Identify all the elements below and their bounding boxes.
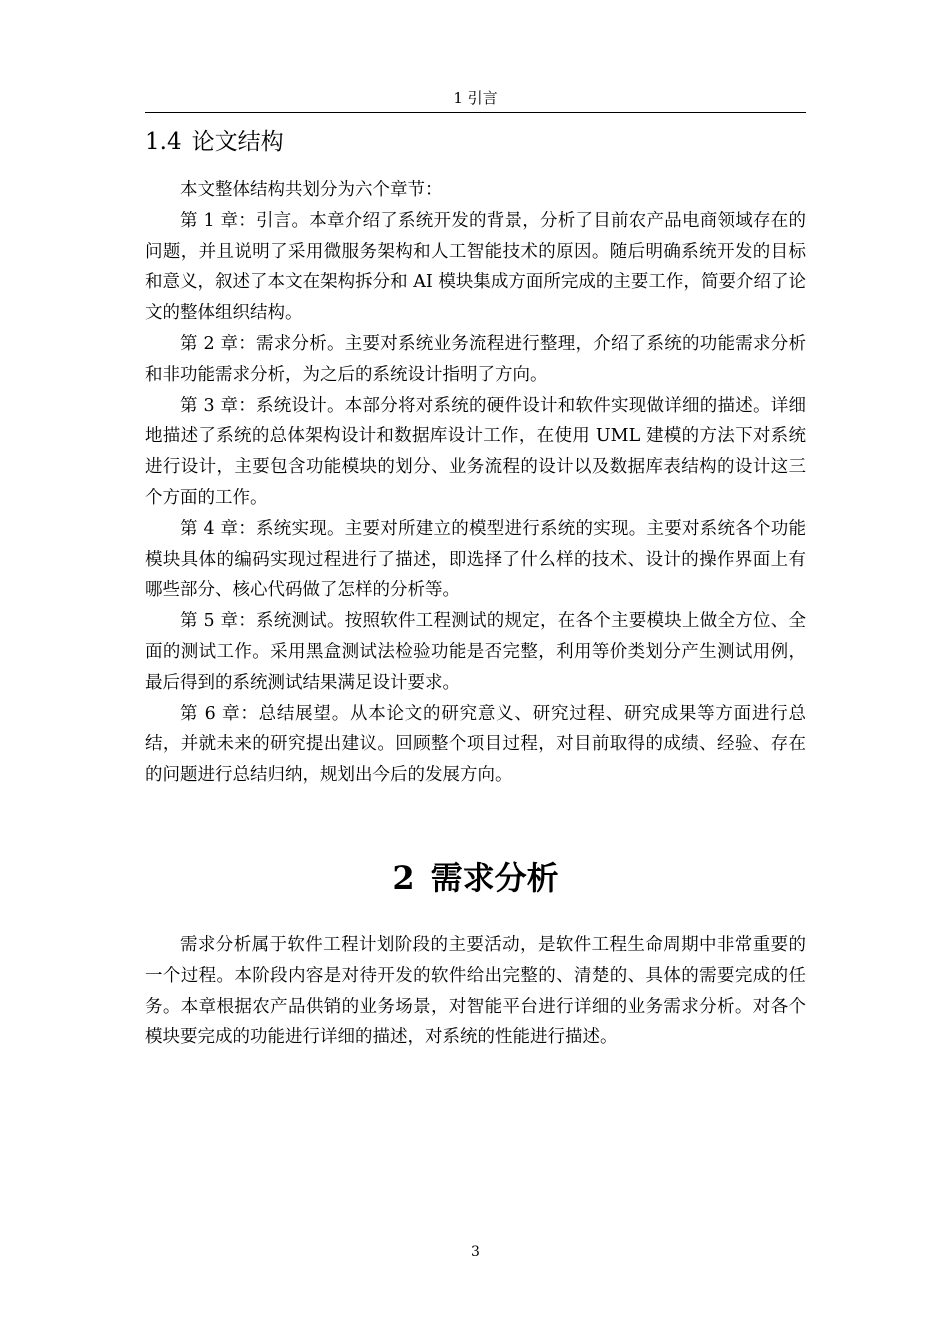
section-title: 论文结构 — [191, 129, 284, 155]
section-number: 1.4 — [145, 129, 182, 155]
chapter-number: 2 — [392, 859, 415, 897]
paragraph: 第 5 章：系统测试。按照软件工程测试的规定，在各个主要模块上做全方位、全面的测试工作。采用黑盒测试法检验功能是否完整，利用等价类划分产生测试用例，最后得到的系统测试结果满足设计要求。 — [145, 611, 806, 693]
chapter-heading — [145, 855, 806, 901]
paragraph: 第 4 章：系统实现。主要对所建立的模型进行系统的实现。主要对系统各个功能模块具体的编码实现过程进行了描述，即选择了什么样的技术、设计的操作界面上有哪些部分、核心代码做了怎样的分析等。 — [145, 518, 806, 601]
header-rule — [145, 112, 806, 113]
section-body — [145, 175, 806, 791]
page-number: 3 — [471, 1244, 480, 1260]
running-header: 1 引言 — [453, 89, 498, 107]
section-heading — [145, 126, 284, 158]
paragraph: 第 6 章：总结展望。从本论文的研究意义、研究过程、研究成果等方面进行总结，并就未来的研究提出建议。回顾整个项目过程，对目前取得的成绩、经验、存在的问题进行总结归纳，规划出今后的发展方向。 — [145, 703, 806, 786]
paragraph: 第 3 章：系统设计。本部分将对系统的硬件设计和软件实现做详细的描述。详细地描述了系统的总体架构设计和数据库设计工作，在使用 UML 建模的方法下对系统进行设计，主要包含功能模块的划分、业务流程的设计以及数据库表结构的设计这三个方面的工作。 — [145, 395, 806, 508]
chapter-title: 需求分析 — [430, 859, 559, 897]
chapter-body — [145, 930, 806, 1053]
paragraph: 第 1 章：引言。本章介绍了系统开发的背景，分析了目前农产品电商领域存在的问题，并且说明了采用微服务架构和人工智能技术的原因。随后明确系统开发的目标和意义，叙述了本文在架构拆分和 AI 模块集成方面所完成的主要工作，简要介绍了论文的整体组织结构。 — [145, 210, 806, 324]
paragraph: 本文整体结构共划分为六个章节： — [180, 180, 443, 200]
paragraph: 第 2 章：需求分析。主要对系统业务流程进行整理，介绍了系统的功能需求分析和非功能需求分析，为之后的系统设计指明了方向。 — [145, 333, 806, 385]
paragraph: 需求分析属于软件工程计划阶段的主要活动，是软件工程生命周期中非常重要的一个过程。本阶段内容是对待开发的软件给出完整的、清楚的、具体的需要完成的任务。本章根据农产品供销的业务场景，对智能平台进行详细的业务需求分析。对各个模块要完成的功能进行详细的描述，对系统的性能进行描述。 — [145, 935, 806, 1048]
